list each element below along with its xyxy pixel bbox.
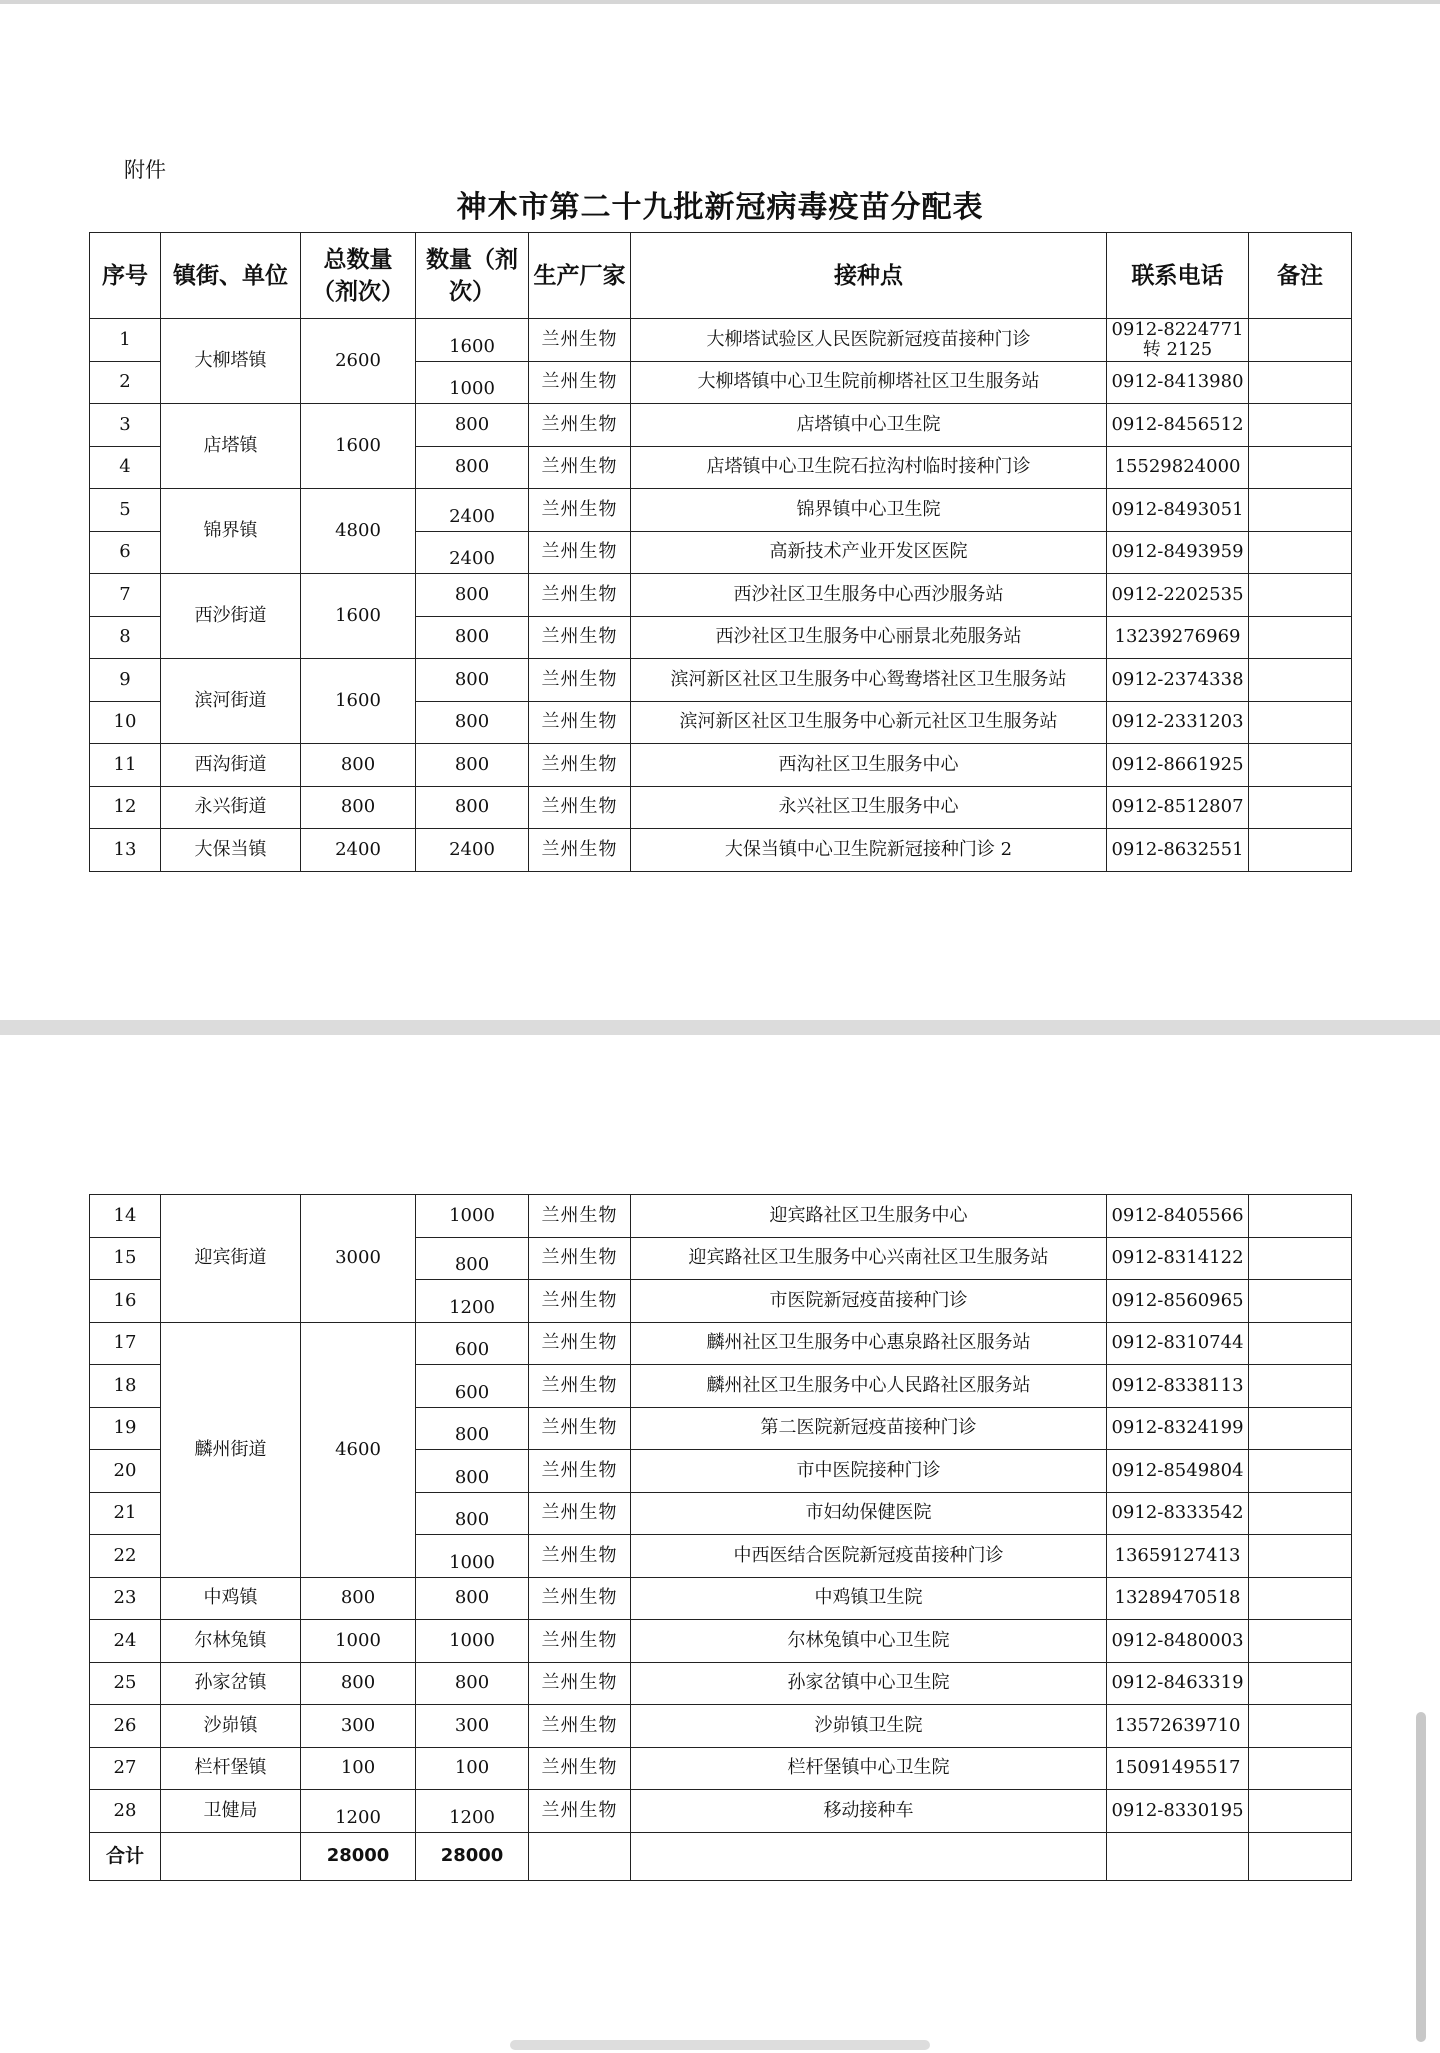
table-row xyxy=(90,1790,1352,1833)
document-title: 神木市第二十九批新冠病毒疫苗分配表 xyxy=(456,190,984,225)
cell-manufacturer: 兰州生物 xyxy=(529,1195,631,1238)
cell-phone: 15529824000 xyxy=(1107,446,1249,489)
cell-unit: 中鸡镇 xyxy=(161,1577,301,1620)
cell-phone: 13239276969 xyxy=(1107,616,1249,659)
cell-manufacturer: 兰州生物 xyxy=(529,1790,631,1833)
cell-no: 14 xyxy=(90,1195,161,1238)
cell-remark xyxy=(1249,361,1352,404)
cell-total: 1200 xyxy=(301,1790,416,1833)
cell-qty: 1200 xyxy=(416,1280,529,1323)
cell-site: 锦界镇中心卫生院 xyxy=(631,489,1107,532)
table-row xyxy=(90,1195,1352,1238)
cell-site: 永兴社区卫生服务中心 xyxy=(631,786,1107,829)
cell-unit: 沙峁镇 xyxy=(161,1705,301,1748)
cell-qty: 800 xyxy=(416,574,529,617)
cell-qty: 800 xyxy=(416,1492,529,1535)
cell-total: 1000 xyxy=(301,1620,416,1663)
cell-manufacturer: 兰州生物 xyxy=(529,1365,631,1408)
cell-manufacturer: 兰州生物 xyxy=(529,1492,631,1535)
cell-remark xyxy=(1249,574,1352,617)
cell-remark xyxy=(1249,319,1352,362)
cell-remark xyxy=(1249,701,1352,744)
cell-site: 麟州社区卫生服务中心惠泉路社区服务站 xyxy=(631,1322,1107,1365)
cell-manufacturer: 兰州生物 xyxy=(529,1620,631,1663)
cell-total: 1600 xyxy=(301,404,416,489)
header-unit: 镇街、单位 xyxy=(161,233,301,319)
cell-unit: 大保当镇 xyxy=(161,829,301,872)
cell-remark xyxy=(1249,1237,1352,1280)
cell-manufacturer: 兰州生物 xyxy=(529,446,631,489)
cell-no: 2 xyxy=(90,361,161,404)
cell-manufacturer: 兰州生物 xyxy=(529,616,631,659)
cell-site: 沙峁镇卫生院 xyxy=(631,1705,1107,1748)
cell-total: 4600 xyxy=(301,1322,416,1577)
cell-unit: 锦界镇 xyxy=(161,489,301,574)
cell-no: 17 xyxy=(90,1322,161,1365)
cell-qty: 800 xyxy=(416,616,529,659)
cell-total: 800 xyxy=(301,744,416,787)
cell-remark xyxy=(1249,1535,1352,1578)
cell-remark xyxy=(1249,1577,1352,1620)
cell-phone: 0912-8324199 xyxy=(1107,1407,1249,1450)
cell-site: 西沟社区卫生服务中心 xyxy=(631,744,1107,787)
cell-site: 西沙社区卫生服务中心丽景北苑服务站 xyxy=(631,616,1107,659)
cell-qty: 1600 xyxy=(416,319,529,362)
cell-site: 尔林兔镇中心卫生院 xyxy=(631,1620,1107,1663)
total-sum: 28000 xyxy=(301,1832,416,1880)
table-row xyxy=(90,1620,1352,1663)
cell-qty: 800 xyxy=(416,1662,529,1705)
cell-manufacturer: 兰州生物 xyxy=(529,829,631,872)
table-row xyxy=(90,1577,1352,1620)
table-row xyxy=(90,744,1352,787)
cell-no: 27 xyxy=(90,1747,161,1790)
cell-phone: 0912-8330195 xyxy=(1107,1790,1249,1833)
cell-phone: 0912-8456512 xyxy=(1107,404,1249,447)
cell-total: 800 xyxy=(301,786,416,829)
header-manufacturer: 生产厂家 xyxy=(529,233,631,319)
cell-no: 24 xyxy=(90,1620,161,1663)
cell-phone: 0912-8560965 xyxy=(1107,1280,1249,1323)
total-phone-empty xyxy=(1107,1832,1249,1880)
cell-unit: 滨河街道 xyxy=(161,659,301,744)
cell-phone: 15091495517 xyxy=(1107,1747,1249,1790)
table-row xyxy=(90,1322,1352,1365)
cell-site: 高新技术产业开发区医院 xyxy=(631,531,1107,574)
cell-phone: 0912-2202535 xyxy=(1107,574,1249,617)
cell-site: 大柳塔镇中心卫生院前柳塔社区卫生服务站 xyxy=(631,361,1107,404)
cell-manufacturer: 兰州生物 xyxy=(529,1535,631,1578)
total-remark-empty xyxy=(1249,1832,1352,1880)
cell-site: 中西医结合医院新冠疫苗接种门诊 xyxy=(631,1535,1107,1578)
cell-qty: 600 xyxy=(416,1365,529,1408)
cell-site: 中鸡镇卫生院 xyxy=(631,1577,1107,1620)
header-qty: 数量（剂次） xyxy=(416,233,529,319)
cell-phone: 0912-8493959 xyxy=(1107,531,1249,574)
cell-no: 7 xyxy=(90,574,161,617)
cell-no: 5 xyxy=(90,489,161,532)
cell-manufacturer: 兰州生物 xyxy=(529,659,631,702)
cell-remark xyxy=(1249,1705,1352,1748)
cell-phone: 13659127413 xyxy=(1107,1535,1249,1578)
table-header-row xyxy=(90,233,1352,319)
table-row xyxy=(90,1747,1352,1790)
table-row xyxy=(90,319,1352,362)
table-row xyxy=(90,829,1352,872)
phone-number: 0912-8224771 xyxy=(1111,318,1244,340)
cell-phone: 0912-8512807 xyxy=(1107,786,1249,829)
total-site-empty xyxy=(631,1832,1107,1880)
cell-site: 市妇幼保健医院 xyxy=(631,1492,1107,1535)
cell-phone xyxy=(1107,319,1249,362)
cell-no: 3 xyxy=(90,404,161,447)
cell-manufacturer: 兰州生物 xyxy=(529,744,631,787)
cell-no: 6 xyxy=(90,531,161,574)
header-site: 接种点 xyxy=(631,233,1107,319)
cell-phone: 0912-8333542 xyxy=(1107,1492,1249,1535)
cell-manufacturer: 兰州生物 xyxy=(529,1407,631,1450)
cell-qty: 800 xyxy=(416,701,529,744)
cell-site: 迎宾路社区卫生服务中心兴南社区卫生服务站 xyxy=(631,1237,1107,1280)
cell-site: 移动接种车 xyxy=(631,1790,1107,1833)
cell-qty: 1000 xyxy=(416,1620,529,1663)
cell-phone: 0912-8463319 xyxy=(1107,1662,1249,1705)
cell-remark xyxy=(1249,616,1352,659)
cell-remark xyxy=(1249,659,1352,702)
cell-manufacturer: 兰州生物 xyxy=(529,361,631,404)
cell-total: 800 xyxy=(301,1662,416,1705)
cell-total: 2600 xyxy=(301,319,416,404)
table-row xyxy=(90,404,1352,447)
cell-phone: 13572639710 xyxy=(1107,1705,1249,1748)
cell-no: 20 xyxy=(90,1450,161,1493)
cell-qty: 800 xyxy=(416,404,529,447)
cell-remark xyxy=(1249,744,1352,787)
cell-qty: 300 xyxy=(416,1705,529,1748)
cell-total: 100 xyxy=(301,1747,416,1790)
cell-site: 滨河新区社区卫生服务中心新元社区卫生服务站 xyxy=(631,701,1107,744)
cell-phone: 13289470518 xyxy=(1107,1577,1249,1620)
cell-no: 19 xyxy=(90,1407,161,1450)
cell-remark xyxy=(1249,1662,1352,1705)
table-row xyxy=(90,659,1352,702)
cell-manufacturer: 兰州生物 xyxy=(529,404,631,447)
allocation-table-page-2 xyxy=(89,1194,1352,1881)
cell-remark xyxy=(1249,1450,1352,1493)
cell-qty: 800 xyxy=(416,744,529,787)
cell-qty: 1200 xyxy=(416,1790,529,1833)
total-label: 合计 xyxy=(90,1832,161,1880)
cell-qty: 2400 xyxy=(416,489,529,532)
cell-no: 12 xyxy=(90,786,161,829)
cell-remark xyxy=(1249,1195,1352,1238)
table-row xyxy=(90,574,1352,617)
cell-phone: 0912-8314122 xyxy=(1107,1237,1249,1280)
table-row xyxy=(90,489,1352,532)
header-phone: 联系电话 xyxy=(1107,233,1249,319)
cell-site: 滨河新区社区卫生服务中心鸳鸯塔社区卫生服务站 xyxy=(631,659,1107,702)
cell-manufacturer: 兰州生物 xyxy=(529,701,631,744)
cell-remark xyxy=(1249,1322,1352,1365)
cell-unit: 栏杆堡镇 xyxy=(161,1747,301,1790)
cell-remark xyxy=(1249,1407,1352,1450)
home-indicator[interactable] xyxy=(510,2040,930,2050)
cell-no: 22 xyxy=(90,1535,161,1578)
total-row xyxy=(90,1832,1352,1880)
cell-no: 26 xyxy=(90,1705,161,1748)
cell-phone: 0912-8338113 xyxy=(1107,1365,1249,1408)
cell-remark xyxy=(1249,1790,1352,1833)
cell-site: 孙家岔镇中心卫生院 xyxy=(631,1662,1107,1705)
cell-no: 13 xyxy=(90,829,161,872)
document-page-1 xyxy=(0,4,1440,1020)
cell-no: 4 xyxy=(90,446,161,489)
cell-total: 3000 xyxy=(301,1195,416,1323)
cell-qty: 800 xyxy=(416,786,529,829)
cell-total: 4800 xyxy=(301,489,416,574)
cell-no: 11 xyxy=(90,744,161,787)
cell-unit: 永兴街道 xyxy=(161,786,301,829)
cell-no: 8 xyxy=(90,616,161,659)
cell-qty: 100 xyxy=(416,1747,529,1790)
cell-site: 大柳塔试验区人民医院新冠疫苗接种门诊 xyxy=(631,319,1107,362)
cell-remark xyxy=(1249,531,1352,574)
cell-remark xyxy=(1249,829,1352,872)
vertical-scrollbar[interactable] xyxy=(1416,1712,1426,2042)
cell-phone: 0912-8310744 xyxy=(1107,1322,1249,1365)
cell-remark xyxy=(1249,446,1352,489)
cell-total: 1600 xyxy=(301,574,416,659)
cell-unit: 卫健局 xyxy=(161,1790,301,1833)
cell-phone: 0912-8549804 xyxy=(1107,1450,1249,1493)
cell-manufacturer: 兰州生物 xyxy=(529,786,631,829)
cell-site: 市医院新冠疫苗接种门诊 xyxy=(631,1280,1107,1323)
cell-remark xyxy=(1249,1280,1352,1323)
cell-qty: 1000 xyxy=(416,1535,529,1578)
cell-unit: 麟州街道 xyxy=(161,1322,301,1577)
cell-no: 25 xyxy=(90,1662,161,1705)
cell-phone: 0912-8480003 xyxy=(1107,1620,1249,1663)
cell-total: 2400 xyxy=(301,829,416,872)
attachment-label: 附件 xyxy=(124,158,166,182)
cell-manufacturer: 兰州生物 xyxy=(529,319,631,362)
table-row xyxy=(90,786,1352,829)
cell-qty: 1000 xyxy=(416,361,529,404)
cell-phone: 0912-8632551 xyxy=(1107,829,1249,872)
total-qty: 28000 xyxy=(416,1832,529,1880)
page-separator xyxy=(0,1020,1440,1035)
cell-remark xyxy=(1249,489,1352,532)
cell-unit: 尔林兔镇 xyxy=(161,1620,301,1663)
cell-qty: 800 xyxy=(416,659,529,702)
table-row xyxy=(90,1662,1352,1705)
cell-remark xyxy=(1249,404,1352,447)
cell-remark xyxy=(1249,1365,1352,1408)
cell-manufacturer: 兰州生物 xyxy=(529,489,631,532)
cell-no: 16 xyxy=(90,1280,161,1323)
cell-no: 10 xyxy=(90,701,161,744)
cell-qty: 1000 xyxy=(416,1195,529,1238)
cell-manufacturer: 兰州生物 xyxy=(529,1577,631,1620)
cell-manufacturer: 兰州生物 xyxy=(529,1450,631,1493)
cell-manufacturer: 兰州生物 xyxy=(529,1705,631,1748)
cell-remark xyxy=(1249,1620,1352,1663)
header-remark: 备注 xyxy=(1249,233,1352,319)
cell-qty: 800 xyxy=(416,1450,529,1493)
cell-unit: 店塔镇 xyxy=(161,404,301,489)
cell-remark xyxy=(1249,1492,1352,1535)
cell-no: 21 xyxy=(90,1492,161,1535)
cell-qty: 2400 xyxy=(416,531,529,574)
cell-manufacturer: 兰州生物 xyxy=(529,574,631,617)
cell-phone: 0912-8405566 xyxy=(1107,1195,1249,1238)
cell-site: 迎宾路社区卫生服务中心 xyxy=(631,1195,1107,1238)
cell-phone: 0912-2331203 xyxy=(1107,701,1249,744)
cell-no: 15 xyxy=(90,1237,161,1280)
cell-qty: 800 xyxy=(416,1407,529,1450)
cell-qty: 600 xyxy=(416,1322,529,1365)
cell-phone: 0912-2374338 xyxy=(1107,659,1249,702)
cell-no: 9 xyxy=(90,659,161,702)
phone-extension: 转 2125 xyxy=(1142,338,1213,360)
cell-unit: 西沟街道 xyxy=(161,744,301,787)
cell-no: 28 xyxy=(90,1790,161,1833)
cell-qty: 800 xyxy=(416,1237,529,1280)
cell-manufacturer: 兰州生物 xyxy=(529,1747,631,1790)
cell-no: 23 xyxy=(90,1577,161,1620)
cell-manufacturer: 兰州生物 xyxy=(529,1237,631,1280)
cell-remark xyxy=(1249,786,1352,829)
cell-site: 栏杆堡镇中心卫生院 xyxy=(631,1747,1107,1790)
header-total: 总数量（剂次） xyxy=(301,233,416,319)
table-row xyxy=(90,1705,1352,1748)
cell-unit: 大柳塔镇 xyxy=(161,319,301,404)
cell-total: 800 xyxy=(301,1577,416,1620)
cell-qty: 800 xyxy=(416,1577,529,1620)
cell-site: 市中医院接种门诊 xyxy=(631,1450,1107,1493)
cell-manufacturer: 兰州生物 xyxy=(529,1322,631,1365)
cell-site: 店塔镇中心卫生院 xyxy=(631,404,1107,447)
cell-remark xyxy=(1249,1747,1352,1790)
cell-site: 西沙社区卫生服务中心西沙服务站 xyxy=(631,574,1107,617)
cell-no: 18 xyxy=(90,1365,161,1408)
cell-qty: 2400 xyxy=(416,829,529,872)
cell-qty: 800 xyxy=(416,446,529,489)
cell-unit: 西沙街道 xyxy=(161,574,301,659)
total-unit-empty xyxy=(161,1832,301,1880)
cell-phone: 0912-8493051 xyxy=(1107,489,1249,532)
cell-total: 300 xyxy=(301,1705,416,1748)
cell-phone: 0912-8661925 xyxy=(1107,744,1249,787)
header-no: 序号 xyxy=(90,233,161,319)
cell-manufacturer: 兰州生物 xyxy=(529,1280,631,1323)
cell-no: 1 xyxy=(90,319,161,362)
cell-unit: 孙家岔镇 xyxy=(161,1662,301,1705)
cell-phone: 0912-8413980 xyxy=(1107,361,1249,404)
cell-unit: 迎宾街道 xyxy=(161,1195,301,1323)
total-manufacturer-empty xyxy=(529,1832,631,1880)
allocation-table-page-1 xyxy=(89,232,1352,872)
cell-site: 第二医院新冠疫苗接种门诊 xyxy=(631,1407,1107,1450)
cell-manufacturer: 兰州生物 xyxy=(529,1662,631,1705)
cell-site: 麟州社区卫生服务中心人民路社区服务站 xyxy=(631,1365,1107,1408)
cell-site: 大保当镇中心卫生院新冠接种门诊 2 xyxy=(631,829,1107,872)
cell-total: 1600 xyxy=(301,659,416,744)
cell-site: 店塔镇中心卫生院石拉沟村临时接种门诊 xyxy=(631,446,1107,489)
cell-manufacturer: 兰州生物 xyxy=(529,531,631,574)
